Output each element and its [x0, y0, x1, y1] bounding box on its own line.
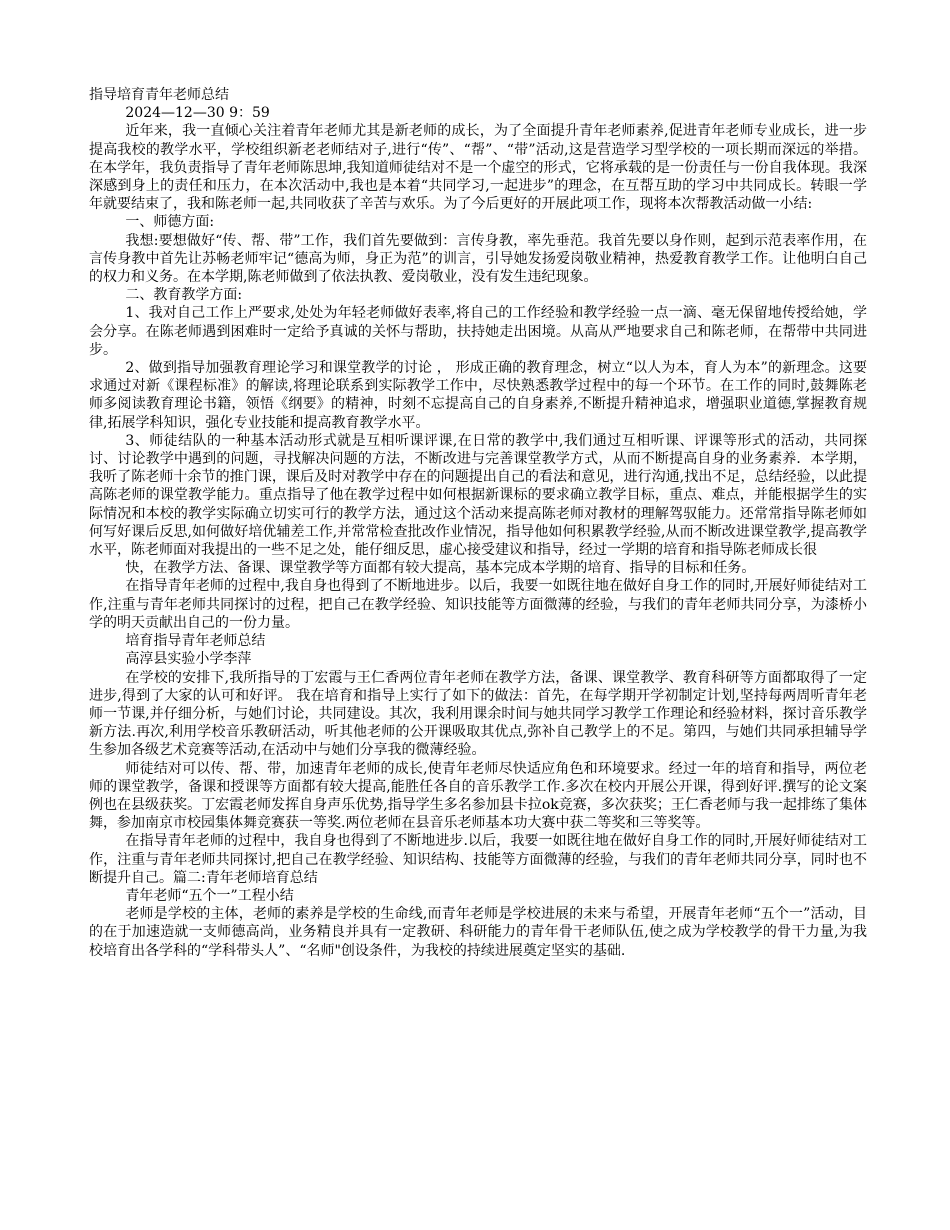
paragraph-five-one: 老师是学校的主体，老师的素养是学校的生命线,而青年老师是学校进展的未来与希望，开展青年老师“五个一”活动，目的在于加速造就一支师德高尚，业务精良并具有一定教研、科研能力的青年骨干老师队伍,使之成为学校教学的骨干力量,为我校培育出各学科的“学科带头人”、“名师"创设条件，为我校的持续进展奠定坚实的基础. — [89, 906, 867, 959]
paragraph-intro: 近年来，我一直倾心关注着青年老师尤其是新老师的成长，为了全面提升青年老师素养,促进青年老师专业成长，进一步提高我校的教学水平，学校组织新老老师结对子,进行“传”、“帮”、“带”活动,这是营造学习型学校的一项长期而深远的举措。在本学年，我负责指导了青年老师陈思坤,我知道师徒结对不是一个虚空的形式，它将承载的是一份责任与一份自我体现。我深深感到身上的责任和压力，在本次活动中,我也是本着“共同学习,一起进步”的理念，在互帮互助的学习中共同成长。转眼一学年就要结束了，我和陈老师一起,共同收获了辛苦与欢乐。为了今后更好的开展此项工作，现将本次帮教活动做一小结: — [89, 123, 867, 213]
author-line: 高淳县实验小学李萍 — [125, 651, 252, 668]
paragraph-continuation: 快，在教学方法、备课、课堂教学等方面都有较大提高，基本完成本学期的培育、指导的目标和任务。 — [125, 560, 756, 577]
section-title-third: 青年老师“五个一”工程小结 — [125, 887, 294, 904]
paragraph-practice: 在学校的安排下,我所指导的丁宏霞与王仁香两位青年老师在教学方法，备课、课堂教学、教育科研等方面都取得了一定进步,得到了大家的认可和好评。 我在培育和指导上实行了如下的做法：首先，在每学期开学初制定计划,坚持每两周听青年老师一节课,并仔细分析，与她们讨论，共同建设。其次，我利用课余时间与她共同学习教学工作理论和经验材料，探讨音乐教学新方法.再次,利用学校音乐教研活动，听其他老师的公开课吸取其优点,弥补自己教学上的不足。第四，与她们共同承担辅导学生参加各级艺术竞赛等活动,在活动中与她们分享我的微薄经验。 — [89, 669, 867, 759]
document-page — [89, 86, 867, 960]
paragraph-reflection: 在指导青年老师的过程中,我自身也得到了不断地进步。以后，我要一如既往地在做好自身工作的同时,开展好师徒结对工作,注重与青年老师共同探讨的过程，把自己在教学经验、知识技能等方面微薄的经验，与我们的青年老师共同分享，为漆桥小学的明天贡献出自己的一份力量。 — [89, 578, 867, 631]
section-heading-teaching: 二、教育教学方面: — [125, 287, 243, 304]
paragraph-teaching-2: 2、做到指导加强教育理论学习和课堂教学的讨论 ， 形成正确的教育理念，树立“以人为本，育人为本”的新理念。这要求通过对新《课程标准》的解读,将理论联系到实际教学工作中，尽快熟悉教学过程中的每一个环节。在工作的同时,鼓舞陈老师多阅读教育理论书籍，领悟《纲要》的精神，时刻不忘提高自己的自身素养,不断提升精神追求，增强职业道德,掌握教育规律,拓展学科知识，强化专业技能和提高教育教学水平。 — [89, 360, 867, 431]
paragraph-teaching-3: 3、师徒结队的一种基本活动形式就是互相听课评课,在日常的教学中,我们通过互相听课、评课等形式的活动，共同探讨、讨论教学中遇到的问题，寻找解决问题的方法，不断改进与完善课堂教学方式，从而不断提高自身的业务素养．本学期，我听了陈老师十余节的推门课，课后及时对教学中存在的问题提出自己的看法和意见，进行沟通,找出不足，总结经验，以此提高陈老师的课堂教学能力。重点指导了他在教学过程中如何根据新课标的要求确立教学目标，重点、难点，并能根据学生的实际情况和本校的教学实际确立切实可行的教学方法，通过这个活动来提高陈老师对教材的理解驾驭能力。还常常指导陈老师如何写好课后反思,如何做好培优辅差工作,并常常检查批改作业情况，指导他如何积累教学经验,从而不断改进课堂教学,提高教学水平，陈老师面对我提出的一些不足之处，能仔细反思，虚心接受建议和指导，经过一学期的培育和指导陈老师成长很 — [89, 432, 867, 559]
section-heading-ethics: 一、师德方面: — [125, 214, 215, 231]
paragraph-results: 师徒结对可以传、帮、带，加速青年老师的成长,使青年老师尽快适应角色和环境要求。经过一年的培育和指导，两位老师的课堂教学，备课和授课等方面都有较大提高,能胜任各自的音乐教学工作.多次在校内开展公开课，得到好评.撰写的论文案例也在县级获奖。丁宏霞老师发挥自身声乐优势,指导学生多名参加县卡拉ok竞赛，多次获奖；王仁香老师与我一起排练了集体舞，参加南京市校园集体舞竞赛获一等奖.两位老师在县音乐老师基本功大赛中获二等奖和三等奖等。 — [89, 760, 867, 832]
paragraph-teaching-1: 1、我对自己工作上严要求,处处为年轻老师做好表率,将自己的工作经验和教学经验一点一滴、毫无保留地传授给她，学会分享。在陈老师遇到困难时一定给予真诚的关怀与帮助，扶持她走出困境。从高从严地要求自己和陈老师，在帮带中共同进步。 — [89, 305, 867, 358]
document-title: 指导培育青年老师总结 — [89, 87, 229, 103]
section-title-second: 培育指导青年老师总结 — [125, 633, 266, 650]
paragraph-ethics: 我想:要想做好“传、帮、带”工作，我们首先要做到：言传身教，率先垂范。我首先要以身作则，起到示范表率作用，在言传身教中首先让苏畅老师牢记“德高为师，身正为范”的训言，引导她发扬爱岗敬业精神，热爱教育教学工作。让他明白自己的权力和义务。在本学期,陈老师做到了依法执教、爱岗敬业，没有发生违纪现象。 — [89, 232, 867, 286]
paragraph-conclusion: 在指导青年老师的过程中，我自身也得到了不断地进步.以后，我要一如既往地在做好自身工作的同时,开展好师徒结对工作，注重与青年老师共同探讨,把自己在教学经验、知识结构、技能等方面微薄的经验，与我们的青年老师共同分享，同时也不断提升自己。篇二:青年老师培育总结 — [89, 833, 867, 886]
document-date: 2024—12—30 9：59 — [125, 105, 270, 122]
